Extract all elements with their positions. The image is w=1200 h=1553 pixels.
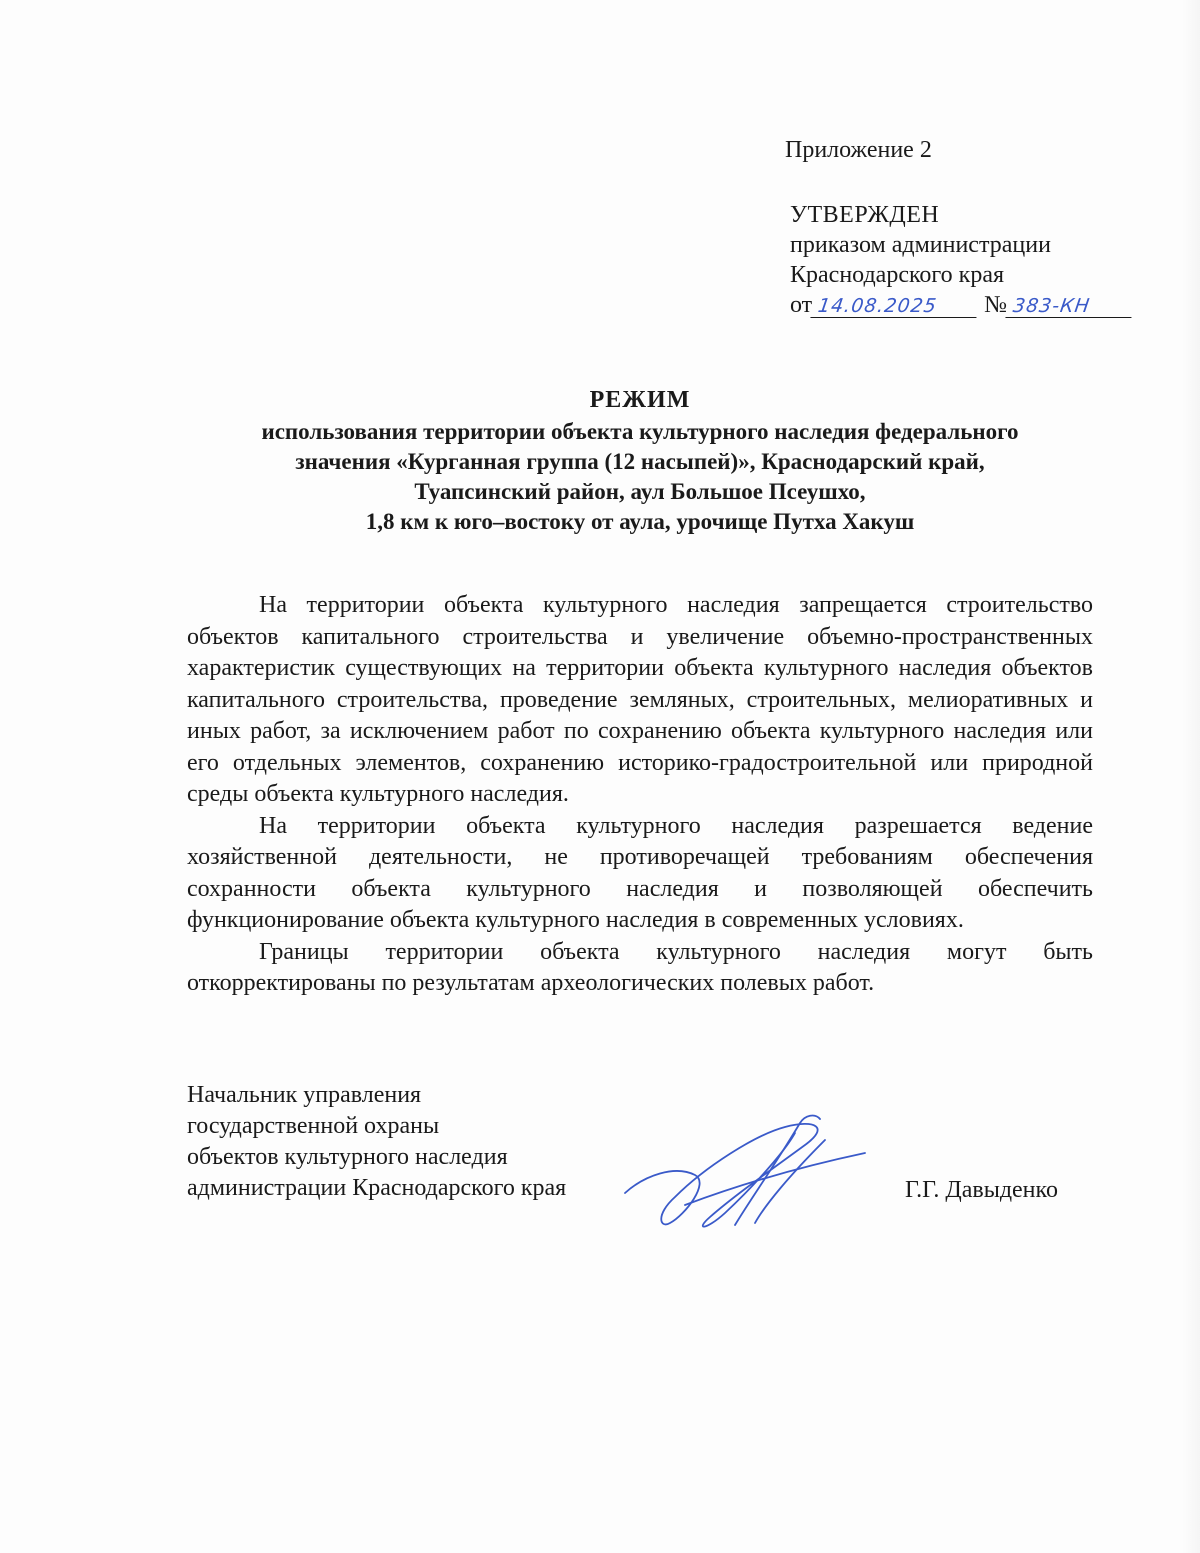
title-line-2: значения «Курганная группа (12 насыпей)», Краснодарский край, <box>295 449 985 474</box>
position-line-1: Начальник управления <box>187 1082 422 1108</box>
title-line-4: 1,8 км к юго–востоку от аула, урочище Путха Хакуш <box>365 509 915 534</box>
number-prefix: № <box>984 292 1008 318</box>
approval-block <box>790 200 1133 320</box>
annex-label: Приложение 2 <box>785 137 932 163</box>
order-date-number-line <box>790 290 1133 320</box>
position-line-2: государственной охраны <box>187 1113 440 1139</box>
title-main: РЕЖИМ <box>589 387 691 413</box>
body-paragraph-1: На территории объекта культурного наследия запрещается строительство объектов капитального строительства и увеличение объемно-пространственных характеристик существующих на территории объекта культурного наследия объектов капитального строительства, проведение земляных, строительных, мелиоративных и иных работ, за исключением работ по сохранению объекта культурного наследия или его отдельных элементов, сохранению историко-градостроительной или природной среды объекта культурного наследия. <box>187 592 1093 807</box>
title-line-3: Туапсинский район, аул Большое Псеушхо, <box>414 479 866 504</box>
date-prefix: от <box>790 292 813 318</box>
position-line-4: администрации Краснодарского края <box>187 1175 567 1201</box>
document-body <box>187 590 1093 1000</box>
body-paragraph-2: На территории объекта культурного наследия разрешается ведение хозяйственной деятельности, не противоречащей требованиям обеспечения сохранности объекта культурного наследия и позволяющей обеспечить функционирование объекта культурного наследия в современных условиях. <box>187 812 1093 933</box>
approved-by-line-1: приказом администрации <box>790 232 1051 258</box>
handwritten-date: 14.08.2025 <box>811 295 980 318</box>
approved-by-line-2: Краснодарского края <box>790 262 1005 288</box>
approved-stamp-text: УТВЕРЖДЕН <box>790 202 940 228</box>
body-paragraph-3: Границы территории объекта культурного наследия могут быть откорректированы по результатам археологических полевых работ. <box>187 938 1093 996</box>
title-line-1: использования территории объекта культурного наследия федерального <box>261 419 1019 444</box>
position-line-3: объектов культурного наследия <box>187 1144 508 1170</box>
handwritten-number: 383-КН <box>1005 295 1134 318</box>
signatory-position <box>187 1080 566 1204</box>
handwritten-signature <box>615 1105 875 1235</box>
signer-name: Г.Г. Давыденко <box>905 1177 1058 1203</box>
document-title <box>170 385 1110 537</box>
signature-strokes <box>625 1116 865 1227</box>
